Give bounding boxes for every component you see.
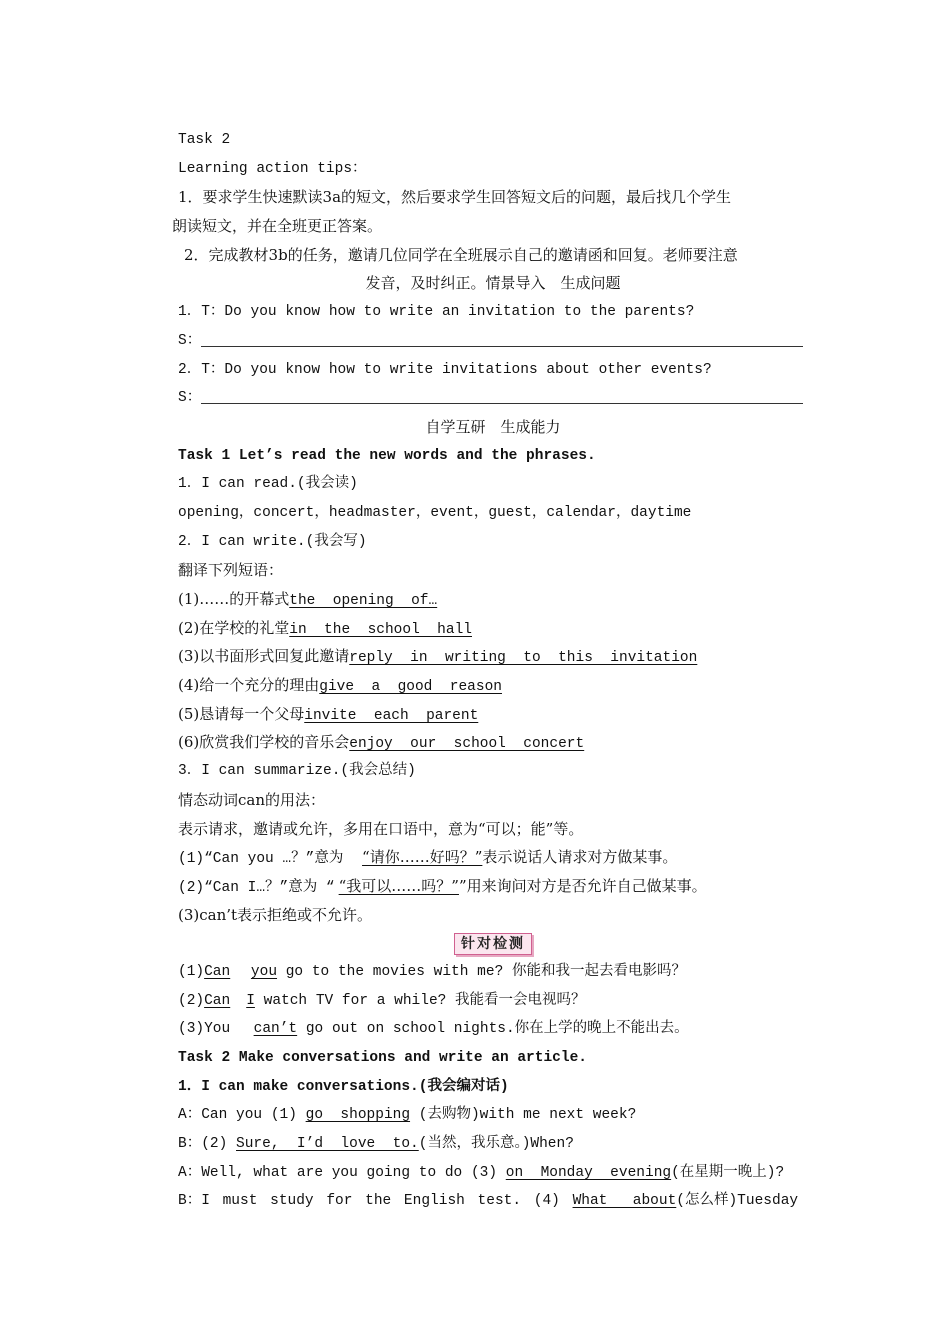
rule-pre: (2)“Can I…？”意为 “ [178, 879, 335, 896]
dialog-answer: What about [572, 1193, 677, 1210]
answer-line-1 [178, 327, 808, 356]
phrase-cn: (2)在学校的礼堂 [178, 618, 290, 637]
rule-2 [178, 872, 808, 901]
dialog-answer: go shopping [305, 1107, 411, 1124]
word-list: opening，concert，headmaster，event，guest，calendar，daytime [178, 504, 692, 521]
dialog-b1 [178, 1130, 808, 1159]
phrase-item [178, 642, 808, 671]
rule-post: 表示说话人请求对方做某事。 [482, 848, 678, 867]
phrase-answer: reply in writing to this invitation [349, 650, 698, 667]
task1-title: Task 1 Let’s read the new words and the phrases. [178, 447, 596, 464]
dialog-text: (在星期一晚上)? [671, 1164, 785, 1181]
blank-answer: can’t [253, 1021, 298, 1038]
rule-answer: “我可以……吗？” [338, 876, 459, 895]
rule-post: ”用来询问对方是否允许自己做某事。 [458, 876, 707, 895]
dialog-text: B：I must study for the English test. (4) [178, 1193, 573, 1210]
translate-label: 翻译下列短语： [178, 561, 284, 580]
dialog-answer: on Monday evening [505, 1164, 672, 1181]
rule-3: (3)can’t表示拒绝或不允许。 [178, 905, 373, 924]
dialog-a2 [178, 1159, 808, 1188]
dialog-text: B：(2) [178, 1136, 237, 1153]
tip2-line2: 发音，及时纠正。情景导入 生成问题 [365, 274, 621, 293]
section-title: 自学互研 生成能力 [425, 417, 561, 436]
tips-label: Learning action tips： [178, 160, 367, 177]
phrase-cn: (5)恳请每一个父母 [178, 704, 305, 723]
question-2: 2．T：Do you know how to write invitations about other events? [178, 361, 712, 378]
item-number: (2) [178, 992, 205, 1009]
phrase-answer: give a good reason [319, 679, 502, 696]
rule-pre: (1)“Can you …？”意为 [178, 851, 353, 868]
summarize-label: 3．I can summarize.(我会总结) [178, 763, 416, 780]
check-item [178, 1015, 808, 1044]
question-1: 1．T：Do you know how to write an invitation to the parents? [178, 304, 695, 321]
tip1-line1: 1．要求学生快速默读3a的短文，然后要求学生回答短文后的问题，最后找几个学生 [178, 188, 732, 207]
s-label: S： [178, 332, 202, 349]
item-text: watch TV for a while? 我能看一会电视吗？ [254, 992, 586, 1009]
blank-answer: Can [204, 963, 231, 980]
phrase-item [178, 614, 808, 643]
phrase-answer: in the school hall [289, 621, 472, 638]
dialog-text: (当然，我乐意。)When? [418, 1136, 574, 1153]
phrase-answer: enjoy our school concert [349, 736, 585, 753]
dialog-text: A：Can you (1) [178, 1107, 306, 1124]
blank-answer: Can [204, 992, 231, 1009]
document-page [172, 126, 808, 1216]
can-description: 表示请求，邀请或允许，多用在口语中，意为“可以；能”等。 [178, 819, 584, 838]
phrase-item [178, 671, 808, 700]
rule-answer: “请你……好吗？” [362, 848, 483, 867]
rule-1 [178, 843, 808, 872]
check-item [178, 987, 808, 1016]
blank-answer: I [246, 992, 255, 1009]
tip2-line1: 2．完成教材3b的任务，邀请几位同学在全班展示自己的邀请函和回复。老师要注意 [184, 245, 738, 264]
phrase-answer: invite each parent [304, 707, 479, 724]
answer-line-2 [178, 384, 808, 413]
item-text: go to the movies with me? 你能和我一起去看电影吗？ [277, 963, 686, 980]
check-badge: 针对检测 [454, 933, 532, 955]
check-item [178, 958, 808, 987]
phrase-cn: (4)给一个充分的理由 [178, 676, 320, 695]
item-number: (3)You [178, 1021, 248, 1038]
dialog-b2 [178, 1187, 808, 1216]
phrase-item [178, 585, 808, 614]
s-label: S： [178, 390, 202, 407]
task2-title: Task 2 Make conversations and write an article. [178, 1050, 587, 1066]
check-badge-row [178, 929, 808, 958]
phrase-cn: (6)欣赏我们学校的音乐会 [178, 733, 350, 752]
phrase-answer: the opening of… [289, 593, 438, 609]
phrase-cn: (3)以书面形式回复此邀请 [178, 647, 350, 666]
answer-blank [201, 330, 803, 347]
blank-answer: you [250, 963, 278, 980]
can-usage-label: 情态动词can的用法： [178, 790, 326, 809]
phrase-item [178, 700, 808, 729]
item-number: (1) [178, 963, 205, 980]
dialog-answer: Sure, I’d love to. [236, 1136, 419, 1153]
answer-blank [201, 387, 803, 404]
tip1-line2: 朗读短文，并在全班更正答案。 [172, 217, 383, 236]
conversation-label: 1．I can make conversations.(我会编对话) [178, 1078, 509, 1095]
dialog-text: A：Well, what are you going to do (3) [178, 1164, 506, 1181]
write-label: 2．I can write.(我会写) [178, 533, 367, 550]
read-label: 1．I can read.(我会读) [178, 476, 358, 493]
dialog-a1 [178, 1101, 808, 1130]
dialog-text: (去购物)with me next week? [410, 1107, 637, 1124]
dialog-text: (怎么样)Tuesday [676, 1193, 799, 1210]
phrase-cn: (1)……的开幕式 [178, 590, 290, 608]
phrase-item [178, 728, 808, 757]
task2-heading: Task 2 [178, 132, 231, 148]
item-text: go out on school nights.你在上学的晚上不能出去。 [297, 1021, 689, 1038]
